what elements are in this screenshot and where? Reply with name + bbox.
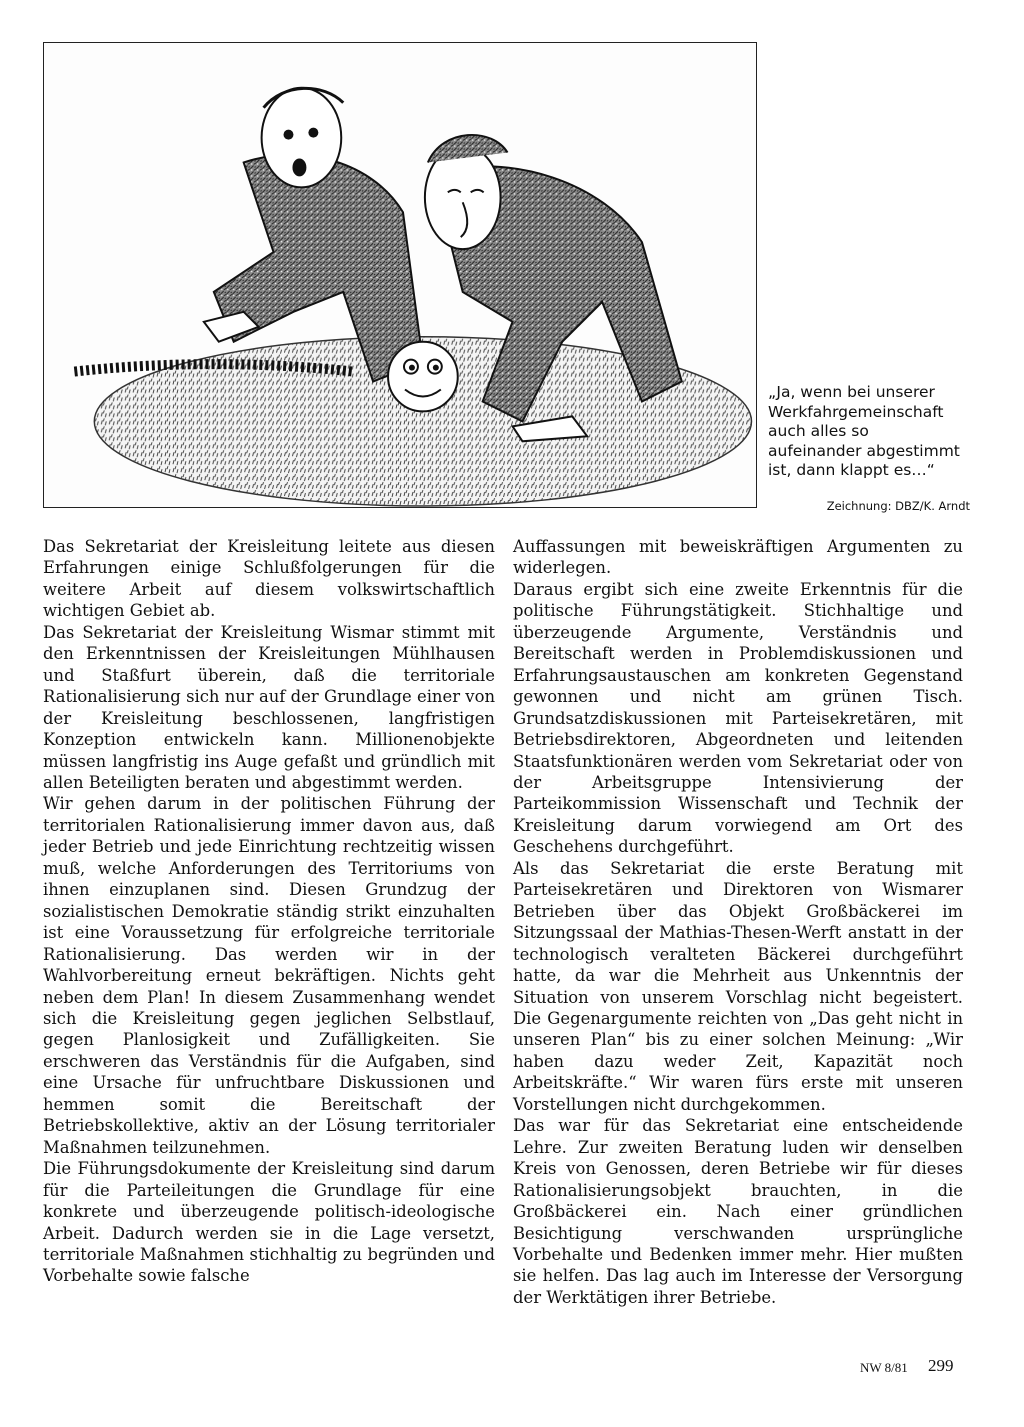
caterpillar-head [388, 342, 458, 412]
article-right-column [513, 536, 963, 1308]
footer-issue: NW 8/81 [860, 1360, 908, 1375]
paragraph: Auffassungen mit beweiskräftigen Argumenten zu widerlegen. [513, 537, 963, 578]
paragraph: Das Sekretariat der Kreisleitung leitete aus diesen Erfahrungen einige Schlußfolgerungen für die weitere Arbeit auf diesem volkswirtschaftlich wichtigen Gebiet ab. [43, 537, 495, 621]
paragraph: Daraus ergibt sich eine zweite Erkenntnis für die politische Führungstätigkeit. Stichhaltige und überzeugende Argumente, Verständnis und Bereitschaft werden in Problemdiskussionen und Erfahrungsaustauschen am konkreten Gegenstand gewonnen und nicht am grünen Tisch. Grundsatzdiskussionen mit Parteisekretären, mit Betriebsdirektoren, Abgeordneten und leitenden Staatsfunktionären werden vom Sekretariat oder von der Arbeitsgruppe Intensivierung der Parteikommission Wissenschaft und Technik der Kreisleitung darum vorwiegend am Ort des Geschehens durchgeführt. [513, 579, 963, 857]
cartoon-credit: Zeichnung: DBZ/K. Arndt [826, 499, 970, 513]
paragraph: Das war für das Sekretariat eine entscheidende Lehre. Zur zweiten Beratung luden wir denselben Kreis von Genossen, deren Betriebe wir für dieses Rationalisierungsobjekt brauchten, in die Großbäckerei ein. Nach einer gründlichen Besichtigung verschwanden ursprüngliche Vorbehalte und Bedenken immer mehr. Hier mußten sie helfen. Das lag auch im Interesse der Versorgung der Werktätigen ihrer Betriebe. [513, 1116, 963, 1307]
cartoon-illustration [43, 42, 757, 508]
cartoon-caption: „Ja, wenn bei unserer Werkfahrgemeinschaft auch alles so aufeinander abgestimmt ist, dann klappt es…“ [768, 383, 960, 479]
article-left-column [43, 536, 495, 1287]
paragraph: Die Führungsdokumente der Kreisleitung sind darum für die Parteileitungen die Grundlage für eine konkrete und überzeugende politisch-ideologische Arbeit. Dadurch werden sie in die Lage versetzt, territoriale Maßnahmen stichhaltig zu begründen und Vorbehalte sowie falsche [43, 1159, 495, 1286]
page-number: 299 [928, 1356, 954, 1375]
paragraph: Als das Sekretariat die erste Beratung mit Parteisekretären und Direktoren von Wismarer Betrieben über das Objekt Großbäckerei im Sitzungssaal der Mathias-Thesen-Werft anstatt in der technologisch veralteten Bäckerei durchgeführt hatte, da war die Mehrheit aus Unkenntnis der Situation von unserem Vorschlag nicht begeistert. Die Gegenargumente reichten von „Das geht nicht in unseren Plan“ bis zu einer solchen Meinung: „Wir haben dazu weder Zeit, Kapazität noch Arbeitskräfte.“ Wir waren fürs erste mit unseren Vorstellungen nicht durchgekommen. [513, 858, 963, 1114]
paragraph: Das Sekretariat der Kreisleitung Wismar stimmt mit den Erkenntnissen der Kreisleitungen Mühlhausen und Staßfurt überein, daß die territoriale Rationalisierung sich nur auf der Grundlage einer von der Kreisleitung beschlossenen, langfristigen Konzeption entwickeln kann. Millionenobjekte müssen langfristig ins Auge gefaßt und gründlich mit allen Beteiligten beraten und abgestimmt werden. [43, 622, 495, 792]
paragraph: Wir gehen darum in der politischen Führung der territorialen Rationalisierung immer davon aus, daß jeder Betrieb und jede Einrichtung rechtzeitig wissen muß, welche Anforderungen des Territoriums von ihnen einzuplanen sind. Diesen Grundzug der sozialistischen Demokratie ständig strikt einzuhalten ist eine Voraussetzung für erfolgreiche territoriale Rationalisierung. Das werden wir in der Wahlvorbereitung erneut bekräftigen. Nichts geht neben dem Plan! In diesem Zusammenhang wendet sich die Kreisleitung gegen jeglichen Selbstlauf, gegen Planlosigkeit und Zufälligkeiten. Sie erschweren das Verständnis für die Aufgaben, sind eine Ursache für unfruchtbare Diskussionen und hemmen somit die Bereitschaft der Betriebskollektive, aktiv an der Lösung territorialer Maßnahmen teilzunehmen. [43, 794, 495, 1157]
cartoon-drawing [44, 43, 756, 507]
